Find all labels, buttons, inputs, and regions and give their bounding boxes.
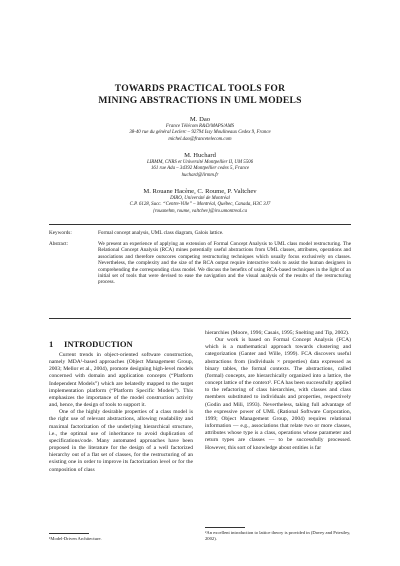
author-block-1 <box>40 115 360 143</box>
author-affiliation: LIRMM, CNRS et Université Montpellier II, UM 5506 <box>146 160 254 165</box>
author-affiliation: DIRO, Université de Montréal <box>170 196 230 201</box>
author-name: M. Rouane Hacène, C. Roume, P. Valtchev <box>143 188 257 195</box>
paragraph: hierarchies (Moore, 1996; Casais, 1995; Snelting and Tip, 2002). <box>205 330 350 336</box>
title-line-1: TOWARDS PRACTICAL TOOLS FOR <box>114 83 286 94</box>
title-line-2: MINING ABSTRACTIONS IN UML MODELS <box>98 95 302 106</box>
author-name: M. Huchard <box>184 152 216 159</box>
author-affiliation: France Télécom R&D/MAPS/AMS <box>165 124 235 129</box>
paragraph: Current trends in object-oriented software construction, namely MDA¹-based approaches (Object Management Group, 2003; Mellor et al., 2004), promote designing high-level models concerned with domain and application concepts (“Platform Independent Models”) which are belatedly mapped to the target implementation platform (“Platform Specific Models”). This emphasizes the importance of the model construction activity and, hence, the design of tools to support it. <box>49 352 193 409</box>
author-address: 38-40 rue du général Leclerc – 92794 Issy Moulineaux Cedex 9, France <box>129 130 271 136</box>
footnote-1: ¹Model-Driven Architecture. <box>49 536 102 541</box>
author-name: M. Dao <box>189 116 211 123</box>
bottom-rule <box>49 318 351 319</box>
author-address: 161 rue Ada – 34392 Montpellier cedex 5, France <box>150 166 250 172</box>
paragraph: Our work is based on Formal Concept Analysis (FCA) which is a mathematical approach towards clustering and categorization (Ganter and Wille, 1999). FCA discovers useful abstractions from (individuals × properties) data expressed as binary tables, the formal contexts. The abstractions, called (formal) concepts, are hierarchically organized into a lattice, the concept lattice of the context². FCA has been successfully applied to the refactoring of class hierarchies, with classes and class members substituted to individuals and properties, respectively (Godin and Mili, 1993). Nevertheless, taking full advantage of the expressive power of UML (Rational Software Corporation, 1999; Object Management Group, 2004) requires relational information — e.g., associations that relate two or more classes, attributes whose type is a class, operations whose parameter and return types are classes — to be successfully processed. However, this sort of knowledge about entities is far <box>205 337 351 451</box>
author-email: {rouanehm, roume, valtchev}@iro.umontreal.ca <box>152 208 248 214</box>
author-block-2 <box>40 151 360 179</box>
author-email: michel.dao@francetelecom.com <box>168 136 232 142</box>
author-block-3 <box>40 187 360 215</box>
section-title: INTRODUCTION <box>64 339 133 349</box>
abstract-label: Abstract: <box>49 241 69 247</box>
abstract-text: We present an experience of applying an extension of Formal Concept Analysis to UML class model restructuring. The Relational Concept Analysis (RCA) mines potentially useful abstractions from UML classes, attributes, operations and associations and therefore outscores competing restructuring techniques which usually focus exclusively on classes. Nevertheless, the complexity and the size of the RCA output require interactive tools to assist the human designers in comprehending the corresponding class model. We discuss the benefits of using RCA-based techniques in the light of an initial set of tools that were devised to ease the navigation and the visual analysis of the results of the restructuring process. <box>98 241 351 286</box>
right-column <box>205 330 351 452</box>
top-rule <box>49 224 351 225</box>
left-column <box>49 352 193 474</box>
footnote-rule <box>49 533 89 534</box>
section-number: 1 <box>49 339 54 349</box>
paragraph: One of the highly desirable properties of a class model is the right use of relevant abstractions, allowing readability and maximal factorization of the underlying hierarchical structure, i.e., the optimal use of inheritance to avoid duplication of specifications/code. Many automated approaches have been proposed in the literature for the design of a well factorized hierarchy out of a flat set of classes, for the restructuring of an existing one in order to improve its factorization level or for the composition of class <box>49 409 193 473</box>
author-email: huchard@lirmm.fr <box>181 172 219 178</box>
section-heading <box>49 339 133 349</box>
paper-title <box>40 83 360 107</box>
keywords-label: Keywords: <box>49 230 72 236</box>
footnote-2: ²An excellent introduction to lattice theory is provided in (Davey and Priestley, 2002). <box>205 530 351 541</box>
author-address: C.P. 6128, Succ. “Centre-Ville” – Montréal, Québec, Canada, H3C 3J7 <box>129 202 271 208</box>
footnote-rule <box>205 527 245 528</box>
keywords-text: Formal concept analysis, UML class diagram, Galois lattice. <box>98 230 224 236</box>
